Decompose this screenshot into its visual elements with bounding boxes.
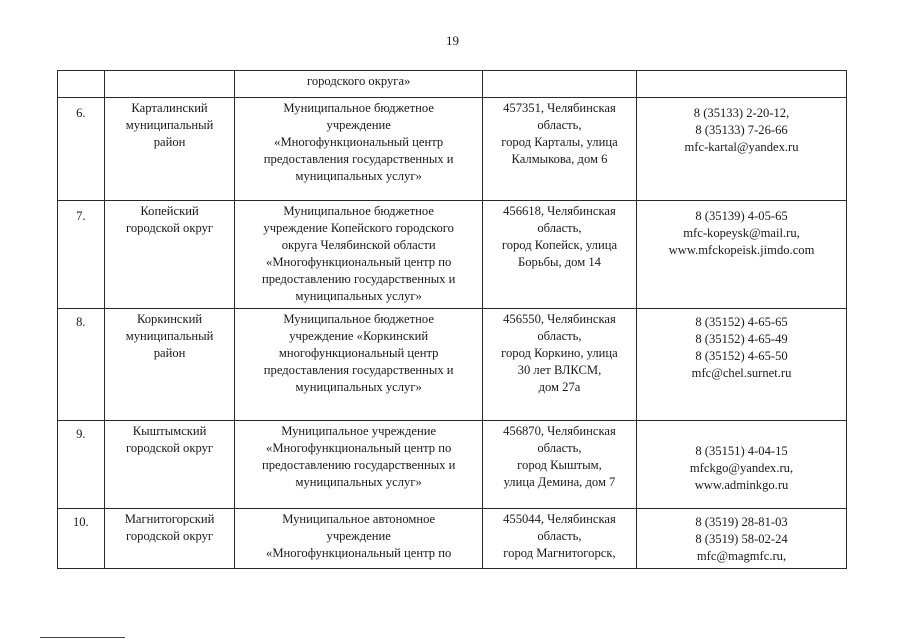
text-line: муниципальных услуг» <box>295 169 422 183</box>
organization-text <box>239 311 477 396</box>
text-line: Калмыкова, дом 6 <box>511 152 608 166</box>
table-row <box>58 509 847 569</box>
district-text <box>109 511 231 545</box>
text-line: «Многофункциональный центр <box>274 135 444 149</box>
text-line: городской округ <box>126 221 214 235</box>
table-row <box>58 421 847 509</box>
text-line: 456618, Челябинская <box>503 204 616 218</box>
row-number: 6. <box>76 106 86 120</box>
cell-address <box>482 98 636 201</box>
cell-district <box>104 509 235 569</box>
page-number: 19 <box>446 33 459 48</box>
cell-district <box>104 201 235 309</box>
cell-address <box>482 201 636 309</box>
cell-organization <box>235 71 482 98</box>
text-line: город Кыштым, <box>517 458 602 472</box>
text-line: район <box>153 346 186 360</box>
cell-address <box>482 309 636 421</box>
address-text <box>487 100 632 168</box>
text-line: учреждение <box>326 118 391 132</box>
contacts-text <box>641 314 842 382</box>
text-line: Муниципальное бюджетное <box>283 204 434 218</box>
text-line: www.adminkgo.ru <box>694 478 789 492</box>
text-line: Копейский <box>140 204 199 218</box>
text-line: предоставлению государственных и <box>261 458 456 472</box>
text-line: область, <box>537 441 582 455</box>
text-line: город Коркино, улица <box>501 346 618 360</box>
cell-district <box>104 71 235 98</box>
table-row <box>58 309 847 421</box>
cell-number <box>58 309 105 421</box>
district-text <box>109 100 231 151</box>
cell-number <box>58 421 105 509</box>
text-line: муниципальных услуг» <box>295 475 422 489</box>
row-number: 9. <box>76 427 86 441</box>
cell-district <box>104 98 235 201</box>
cell-number <box>58 71 105 98</box>
text-line: область, <box>537 329 582 343</box>
text-line: «Многофункциональный центр по <box>266 255 452 269</box>
text-line: 456870, Челябинская <box>503 424 616 438</box>
cell-address <box>482 71 636 98</box>
text-line: Кыштымский <box>132 424 207 438</box>
text-line: Муниципальное бюджетное <box>283 312 434 326</box>
cell-district <box>104 309 235 421</box>
text-line: 456550, Челябинская <box>503 312 616 326</box>
cell-contacts <box>637 309 847 421</box>
cell-organization <box>235 309 482 421</box>
text-line: многофункциональный центр <box>278 346 439 360</box>
organization-text <box>239 203 477 305</box>
cell-organization <box>235 421 482 509</box>
organization-text <box>239 73 477 90</box>
text-line: предоставления государственных и <box>263 152 454 166</box>
text-line: округа Челябинской области <box>281 238 436 252</box>
cell-address <box>482 421 636 509</box>
cell-organization <box>235 98 482 201</box>
text-line: область, <box>537 529 582 543</box>
text-line: предоставлению государственных и <box>261 272 456 286</box>
text-line: «Многофункциональный центр по <box>266 441 452 455</box>
cell-contacts <box>637 421 847 509</box>
row-number: 10. <box>72 515 89 529</box>
cell-contacts <box>637 201 847 309</box>
contacts-text <box>641 514 842 565</box>
table-row <box>58 98 847 201</box>
cell-district <box>104 421 235 509</box>
text-line: область, <box>537 221 582 235</box>
text-line: муниципальных услуг» <box>295 380 422 394</box>
text-line: Муниципальное учреждение <box>281 424 437 438</box>
text-line: предоставления государственных и <box>263 363 454 377</box>
text-line: 8 (3519) 58-02-24 <box>695 532 788 546</box>
text-line: 8 (3519) 28-81-03 <box>695 515 788 529</box>
text-line: mfc@magmfc.ru, <box>696 549 787 563</box>
text-line: городской округ <box>126 529 214 543</box>
text-line: Карталинский <box>131 101 208 115</box>
contacts-text <box>641 443 842 494</box>
mfc-registry-table <box>57 70 847 569</box>
text-line: город Карталы, улица <box>501 135 618 149</box>
cell-contacts <box>637 509 847 569</box>
text-line: mfc@chel.surnet.ru <box>691 366 792 380</box>
cell-address <box>482 509 636 569</box>
text-line: муниципальный <box>125 118 214 132</box>
text-line: mfc-kartal@yandex.ru <box>684 140 799 154</box>
continuation-row <box>58 71 847 98</box>
district-text <box>109 311 231 362</box>
cell-organization <box>235 509 482 569</box>
text-line: муниципальный <box>125 329 214 343</box>
contacts-text <box>641 105 842 156</box>
text-line: городской округ <box>126 441 214 455</box>
text-line: 455044, Челябинская <box>503 512 616 526</box>
text-line: Коркинский <box>136 312 203 326</box>
text-line: 8 (35133) 7-26-66 <box>695 123 788 137</box>
address-text <box>487 511 632 562</box>
text-line: Муниципальное бюджетное <box>283 101 434 115</box>
text-line: область, <box>537 118 582 132</box>
row-number: 7. <box>76 209 86 223</box>
text-line: дом 27а <box>538 380 581 394</box>
table-body <box>58 71 847 569</box>
text-line: муниципальных услуг» <box>295 289 422 303</box>
cell-contacts <box>637 98 847 201</box>
organization-text <box>239 511 477 562</box>
text-line: «Многофункциональный центр по <box>266 546 452 560</box>
row-number: 8. <box>76 315 86 329</box>
text-line: район <box>153 135 186 149</box>
cell-organization <box>235 201 482 309</box>
text-line: учреждение «Коркинский <box>289 329 429 343</box>
footnote-rule <box>40 637 125 638</box>
cell-number <box>58 509 105 569</box>
address-text <box>487 311 632 396</box>
address-text <box>487 203 632 271</box>
text-line: городского округа» <box>306 74 411 88</box>
text-line: Борьбы, дом 14 <box>518 255 601 269</box>
text-line: улица Демина, дом 7 <box>503 475 616 489</box>
text-line: Муниципальное автономное <box>282 512 436 526</box>
table-row <box>58 201 847 309</box>
text-line: Магнитогорский <box>124 512 215 526</box>
district-text <box>109 203 231 237</box>
text-line: учреждение <box>326 529 391 543</box>
organization-text <box>239 423 477 491</box>
text-line: 8 (35151) 4-04-15 <box>695 444 788 458</box>
text-line: город Копейск, улица <box>501 238 618 252</box>
text-line: 8 (35152) 4-65-50 <box>695 349 788 363</box>
text-line: www.mfckopeisk.jimdo.com <box>668 243 815 257</box>
text-line: 8 (35139) 4-05-65 <box>695 209 788 223</box>
address-text <box>487 423 632 491</box>
cell-number <box>58 98 105 201</box>
text-line: 8 (35152) 4-65-49 <box>695 332 788 346</box>
district-text <box>109 423 231 457</box>
text-line: город Магнитогорск, <box>503 546 616 560</box>
cell-contacts <box>637 71 847 98</box>
cell-number <box>58 201 105 309</box>
text-line: 8 (35152) 4-65-65 <box>695 315 788 329</box>
text-line: 457351, Челябинская <box>503 101 616 115</box>
organization-text <box>239 100 477 185</box>
text-line: 8 (35133) 2-20-12, <box>693 106 790 120</box>
text-line: учреждение Копейского городского <box>263 221 454 235</box>
text-line: 30 лет ВЛКСМ, <box>517 363 602 377</box>
text-line: mfc-kopeysk@mail.ru, <box>683 226 800 240</box>
contacts-text <box>641 208 842 259</box>
text-line: mfckgo@yandex.ru, <box>689 461 794 475</box>
